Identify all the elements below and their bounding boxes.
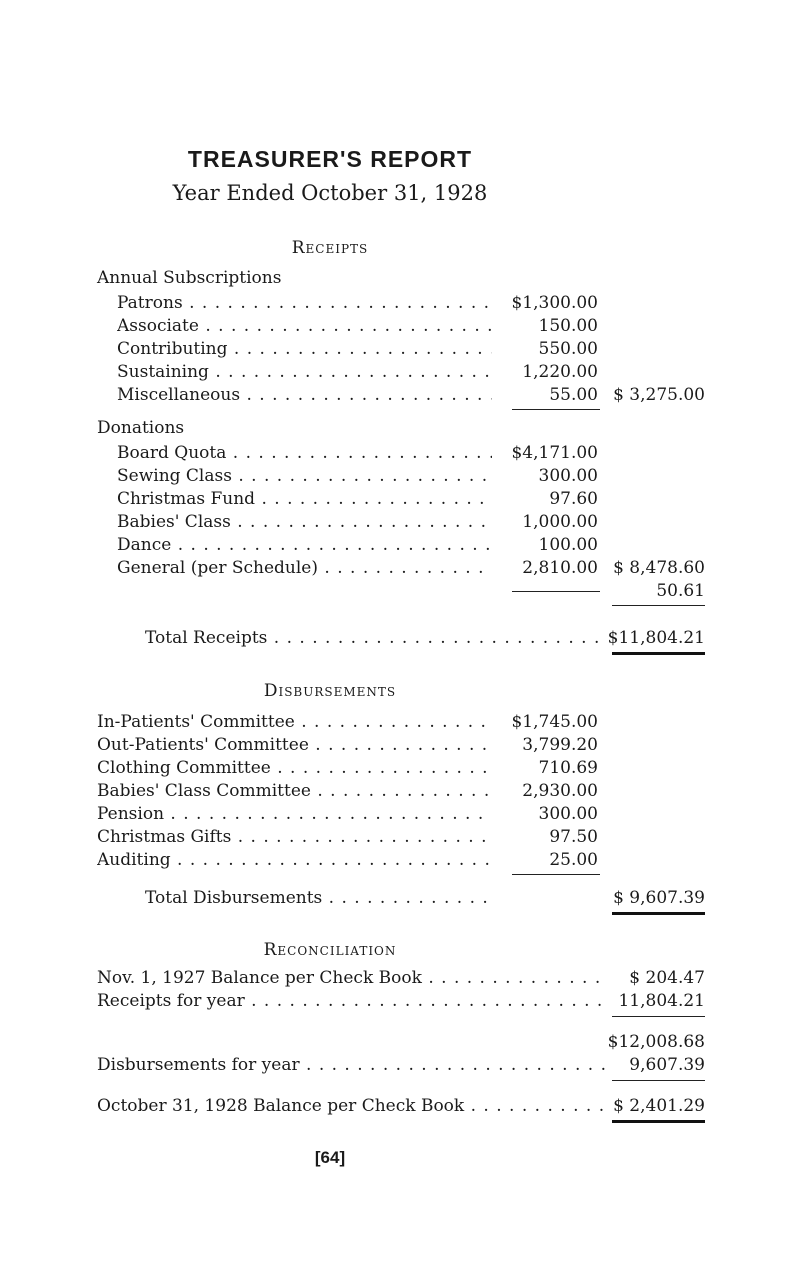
row-amount: 25.00 bbox=[549, 850, 598, 870]
row-amount: 11,804.21 bbox=[618, 991, 705, 1011]
row-amount: 2,930.00 bbox=[522, 781, 598, 801]
row-label: Clothing Committee . . . bbox=[97, 758, 492, 778]
receipt-row bbox=[0, 316, 800, 338]
row-label: Pension . . . bbox=[97, 804, 492, 824]
row-amount: $ 204.47 bbox=[629, 968, 705, 988]
total-receipts-row bbox=[0, 628, 800, 650]
receipt-row bbox=[0, 293, 800, 315]
total-receipts-amount: $11,804.21 bbox=[607, 628, 705, 648]
row-label: Receipts for year . . . bbox=[97, 991, 607, 1011]
row-amount: 100.00 bbox=[538, 535, 598, 555]
disbursement-row bbox=[0, 735, 800, 757]
receipt-row bbox=[0, 466, 800, 488]
donations-label: Donations bbox=[97, 418, 185, 438]
row-label: General (per Schedule) . . . bbox=[117, 558, 492, 578]
row-amount: $1,745.00 bbox=[511, 712, 598, 732]
page-number: [64] bbox=[314, 1148, 346, 1167]
row-amount: 2,810.00 bbox=[522, 558, 598, 578]
total-disbursements-row bbox=[0, 888, 800, 910]
row-amount: 97.60 bbox=[549, 489, 598, 509]
row-label: Nov. 1, 1927 Balance per Check Book . . . bbox=[97, 968, 607, 988]
row-label: Miscellaneous . . . bbox=[117, 385, 492, 405]
row-amount: $ 2,401.29 bbox=[613, 1096, 705, 1116]
annual-subscriptions-label: Annual Subscriptions bbox=[97, 268, 282, 288]
disbursement-row bbox=[0, 758, 800, 780]
row-label: Disbursements for year . . . bbox=[97, 1055, 607, 1075]
receipt-row bbox=[0, 362, 800, 384]
total-rule bbox=[612, 912, 705, 915]
receipt-row bbox=[0, 489, 800, 511]
subtotal-rule bbox=[512, 874, 600, 875]
receipts-heading: Receipts bbox=[291, 238, 369, 258]
row-label: In-Patients' Committee . . . bbox=[97, 712, 492, 732]
row-label: Patrons . . . bbox=[117, 293, 492, 313]
receipt-row bbox=[0, 558, 800, 580]
row-amount: 710.69 bbox=[538, 758, 598, 778]
disbursement-row bbox=[0, 850, 800, 872]
annual-subtotal: $ 3,275.00 bbox=[613, 385, 705, 405]
receipt-row bbox=[0, 443, 800, 465]
row-label: Babies' Class . . . bbox=[117, 512, 492, 532]
row-amount: 300.00 bbox=[538, 466, 598, 486]
report-title: TREASURER'S REPORT bbox=[187, 146, 473, 172]
row-amount: 55.00 bbox=[549, 385, 598, 405]
total-rule bbox=[612, 652, 705, 655]
row-label: Christmas Gifts . . . bbox=[97, 827, 492, 847]
row-label: Sustaining . . . bbox=[117, 362, 492, 382]
reconciliation-row bbox=[0, 991, 800, 1013]
disbursement-row bbox=[0, 781, 800, 803]
row-amount: 550.00 bbox=[538, 339, 598, 359]
subtotal-rule bbox=[612, 1016, 705, 1017]
row-label: Auditing . . . bbox=[97, 850, 492, 870]
total-disbursements-amount: $ 9,607.39 bbox=[613, 888, 705, 908]
report-subtitle: Year Ended October 31, 1928 bbox=[172, 181, 488, 205]
row-amount: $1,300.00 bbox=[511, 293, 598, 313]
disbursements-heading: Disbursements bbox=[263, 681, 397, 701]
row-label: Christmas Fund . . . bbox=[117, 489, 492, 509]
row-label: Associate . . . bbox=[117, 316, 492, 336]
row-amount: $4,171.00 bbox=[511, 443, 598, 463]
receipt-row bbox=[0, 385, 800, 407]
row-amount: 1,220.00 bbox=[522, 362, 598, 382]
total-receipts-label: Total Receipts . . . bbox=[145, 628, 603, 648]
reconciliation-row bbox=[0, 968, 800, 990]
row-label: Out-Patients' Committee . . . bbox=[97, 735, 492, 755]
extra-amount: 50.61 bbox=[656, 581, 705, 601]
subtotal-rule bbox=[512, 409, 600, 410]
row-amount: 97.50 bbox=[549, 827, 598, 847]
row-amount: 9,607.39 bbox=[629, 1055, 705, 1075]
row-label: Dance . . . bbox=[117, 535, 492, 555]
row-amount: 1,000.00 bbox=[522, 512, 598, 532]
disbursement-row bbox=[0, 712, 800, 734]
row-amount: 150.00 bbox=[538, 316, 598, 336]
row-label: Contributing . . . bbox=[117, 339, 492, 359]
receipt-row bbox=[0, 535, 800, 557]
row-label: Babies' Class Committee . . . bbox=[97, 781, 492, 801]
row-label: Board Quota . . . bbox=[117, 443, 492, 463]
disbursement-row bbox=[0, 827, 800, 849]
row-amount: 300.00 bbox=[538, 804, 598, 824]
subtotal-rule bbox=[612, 605, 705, 606]
row-label: October 31, 1928 Balance per Check Book . . . bbox=[97, 1096, 607, 1116]
total-disbursements-label: Total Disbursements . . . bbox=[145, 888, 495, 908]
receipt-row bbox=[0, 339, 800, 361]
row-amount: 3,799.20 bbox=[522, 735, 598, 755]
reconciliation-heading: Reconciliation bbox=[263, 940, 397, 960]
extra-row bbox=[0, 581, 800, 603]
row-label: Sewing Class . . . bbox=[117, 466, 492, 486]
subtotal-amount: $12,008.68 bbox=[607, 1032, 705, 1052]
disbursement-row bbox=[0, 804, 800, 826]
donations-subtotal: $ 8,478.60 bbox=[613, 558, 705, 578]
receipt-row bbox=[0, 512, 800, 534]
